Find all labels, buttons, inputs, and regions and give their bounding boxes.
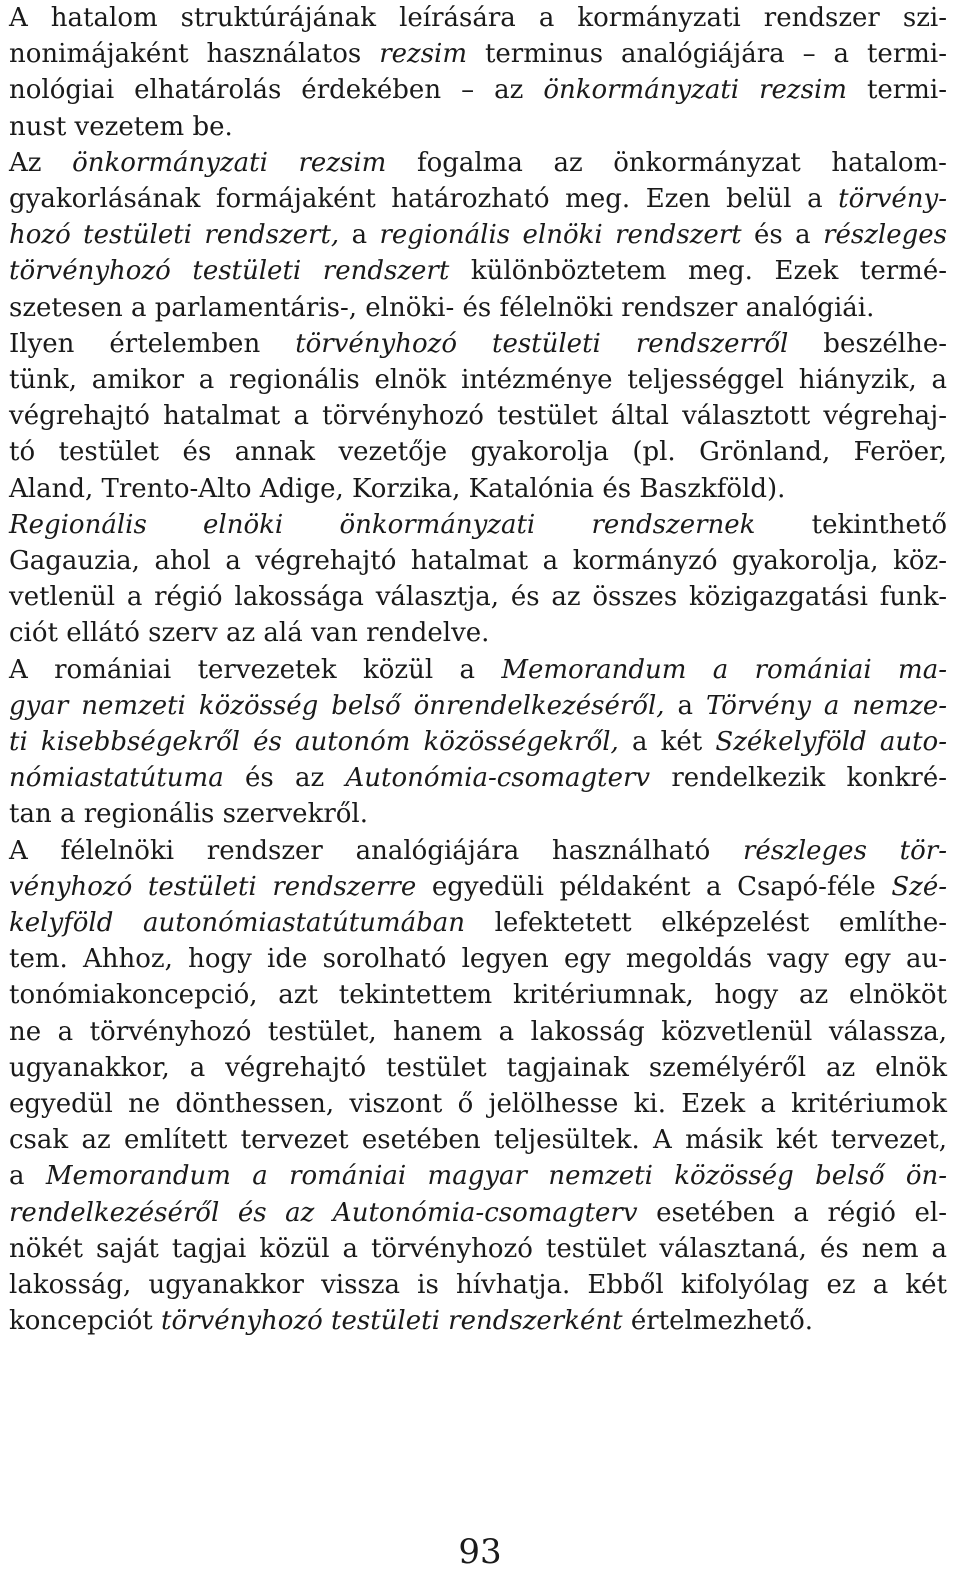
italic-text: rendelkezéséről és az Autonómia-csomagterv (9, 1197, 638, 1228)
text-line (9, 977, 947, 1013)
text-run: tünk, amikor a regionális elnök intézménye teljességgel hiányzik, a (9, 365, 947, 395)
italic-text: Törvény a nemze- (705, 690, 947, 721)
page-number: 93 (458, 1532, 502, 1572)
text-run: lakosság, ugyanakkor vissza is hívhatja. Ebből kifolyólag ez a két (9, 1270, 947, 1300)
text-line (9, 1195, 947, 1231)
italic-text: Regionális elnöki önkormányzati rendszernek (9, 509, 756, 540)
text-run: különböztetem meg. Ezek termé- (449, 256, 947, 287)
text-run: koncepciót (9, 1306, 161, 1337)
text-run: termi- (846, 75, 947, 106)
text-line (9, 1267, 947, 1303)
text-line (9, 1231, 947, 1267)
text-line (9, 615, 947, 651)
text-run: nológiai elhatárolás érdekében – az (9, 75, 544, 106)
italic-text: törvényhozó testületi rendszerről (295, 328, 789, 359)
text-run: ugyanakkor, a végrehajtó testület tagjainak személyéről az elnök (9, 1052, 947, 1083)
text-line (9, 688, 947, 724)
text-line (9, 181, 947, 217)
text-line (9, 109, 947, 145)
text-run: Ilyen értelemben (9, 328, 296, 359)
text-run: rendelkezik konkré- (650, 763, 947, 794)
italic-text: regionális elnöki rendszert (379, 220, 742, 251)
text-run: és az (223, 763, 346, 794)
text-run: fogalma az önkormányzat hatalom- (386, 147, 947, 178)
text-run: tó testület és annak vezetője gyakorolja (pl. Grönland, Feröer, (9, 437, 947, 468)
text-line (9, 72, 947, 108)
text-line (9, 869, 947, 905)
text-line (9, 145, 947, 181)
text-run: beszélhe- (788, 328, 947, 359)
text-run: vetlenül a régió lakossága választja, és az összes közigazgatási funk- (9, 582, 947, 613)
italic-text: Székelyföld auto- (715, 727, 947, 757)
text-run: Aland, Trento-Alto Adige, Korzika, Katalónia és Baszkföld). (9, 473, 786, 504)
text-line (9, 507, 947, 543)
italic-text: rezsim (379, 39, 468, 70)
text-line (9, 1086, 947, 1122)
italic-text: törvény- (838, 184, 947, 214)
italic-text: hozó testületi rendszert, (9, 220, 340, 251)
text-line (9, 796, 947, 832)
text-run: lefektetett elképzelést említhe- (464, 908, 947, 938)
text-run: tekinthető (755, 509, 947, 540)
italic-text: részleges (823, 220, 948, 251)
text-run: szetesen a parlamentáris-, elnöki- és félelnöki rendszer analógiái. (9, 292, 875, 323)
italic-text: Memorandum a romániai ma- (501, 654, 947, 685)
text-run: a (664, 690, 706, 721)
italic-text: törvényhozó testületi rendszert (9, 256, 450, 287)
text-run: értelmezhető. (622, 1306, 814, 1337)
text-line (9, 217, 947, 253)
text-line (9, 1122, 947, 1158)
text-run: egyedüli példaként a Csapó-féle (416, 871, 892, 902)
text-run: esetében a régió el- (637, 1197, 948, 1228)
text-run: a két (618, 727, 716, 757)
text-run: A hatalom struktúrájának leírására a kormányzati rendszer szi- (9, 3, 947, 33)
text-run: és a (741, 220, 824, 251)
text-line (9, 290, 947, 326)
text-run: gyakorlásának formájaként határozható meg. Ezen belül a (9, 184, 839, 214)
italic-text: részleges tör- (742, 835, 947, 866)
italic-text: önkormányzati rezsim (72, 147, 387, 178)
text-run: ne a törvényhozó testület, hanem a lakosság közvetlenül válassza, (9, 1016, 947, 1047)
text-line (9, 724, 947, 760)
text-run: Gagauzia, ahol a végrehajtó hatalmat a kormányzó gyakorolja, köz- (9, 546, 947, 576)
italic-text: önkormányzati rezsim (543, 75, 847, 106)
text-line (9, 253, 947, 289)
text-run: Az (9, 147, 73, 178)
text-line (9, 652, 947, 688)
text-line (9, 398, 947, 434)
text-run: A romániai tervezetek közül a (9, 654, 502, 685)
text-line (9, 471, 947, 507)
italic-text: nómiastatútuma (9, 763, 224, 794)
text-run: a (339, 220, 380, 251)
text-run: tan a regionális szervekről. (9, 799, 368, 830)
text-run: nonimájaként használatos (9, 39, 380, 70)
italic-text: Szé- (891, 871, 947, 902)
text-run: terminus analógiájára – a termi- (467, 39, 948, 70)
text-run: a (9, 1161, 46, 1192)
text-line (9, 579, 947, 615)
italic-text: törvényhozó testületi rendszerként (161, 1306, 623, 1337)
text-line (9, 1050, 947, 1086)
text-line (9, 1158, 947, 1194)
italic-text: Autonómia-csomagterv (345, 763, 651, 794)
text-line (9, 1014, 947, 1050)
text-line (9, 543, 947, 579)
text-line (9, 1303, 947, 1339)
italic-text: Memorandum a romániai magyar nemzeti közösség belső ön- (45, 1161, 948, 1192)
text-run: ciót ellátó szerv az alá van rendelve. (9, 618, 490, 649)
text-run: csak az említett tervezet esetében teljesültek. A másik két tervezet, (9, 1125, 947, 1156)
text-line (9, 941, 947, 977)
text-run: A félelnöki rendszer analógiájára használható (9, 835, 743, 866)
text-line (9, 362, 947, 398)
italic-text: vényhozó testületi rendszerre (9, 871, 417, 902)
italic-text: ti kisebbségekről és autonóm közösségekről, (9, 727, 619, 757)
text-run: nökét saját tagjai közül a törvényhozó testület választaná, és nem a (9, 1233, 947, 1264)
text-line (9, 326, 947, 362)
text-run: tem. Ahhoz, hogy ide sorolható legyen egy megoldás vagy egy au- (9, 944, 947, 975)
text-line (9, 833, 947, 869)
text-line (9, 760, 947, 796)
text-run: végrehajtó hatalmat a törvényhozó testület által választott végrehaj- (9, 401, 947, 432)
text-line (9, 905, 947, 941)
italic-text: gyar nemzeti közösség belső önrendelkezéséről, (9, 690, 665, 721)
text-run: nust vezetem be. (9, 111, 233, 142)
text-line (9, 434, 947, 470)
text-line (9, 36, 947, 72)
text-run: tonómiakoncepció, azt tekintettem kritériumnak, hogy az elnököt (9, 980, 947, 1011)
text-run: egyedül ne dönthessen, viszont ő jelölhesse ki. Ezek a kritériumok (9, 1089, 947, 1119)
text-line (9, 0, 947, 36)
italic-text: kelyföld autonómiastatútumában (9, 908, 465, 938)
